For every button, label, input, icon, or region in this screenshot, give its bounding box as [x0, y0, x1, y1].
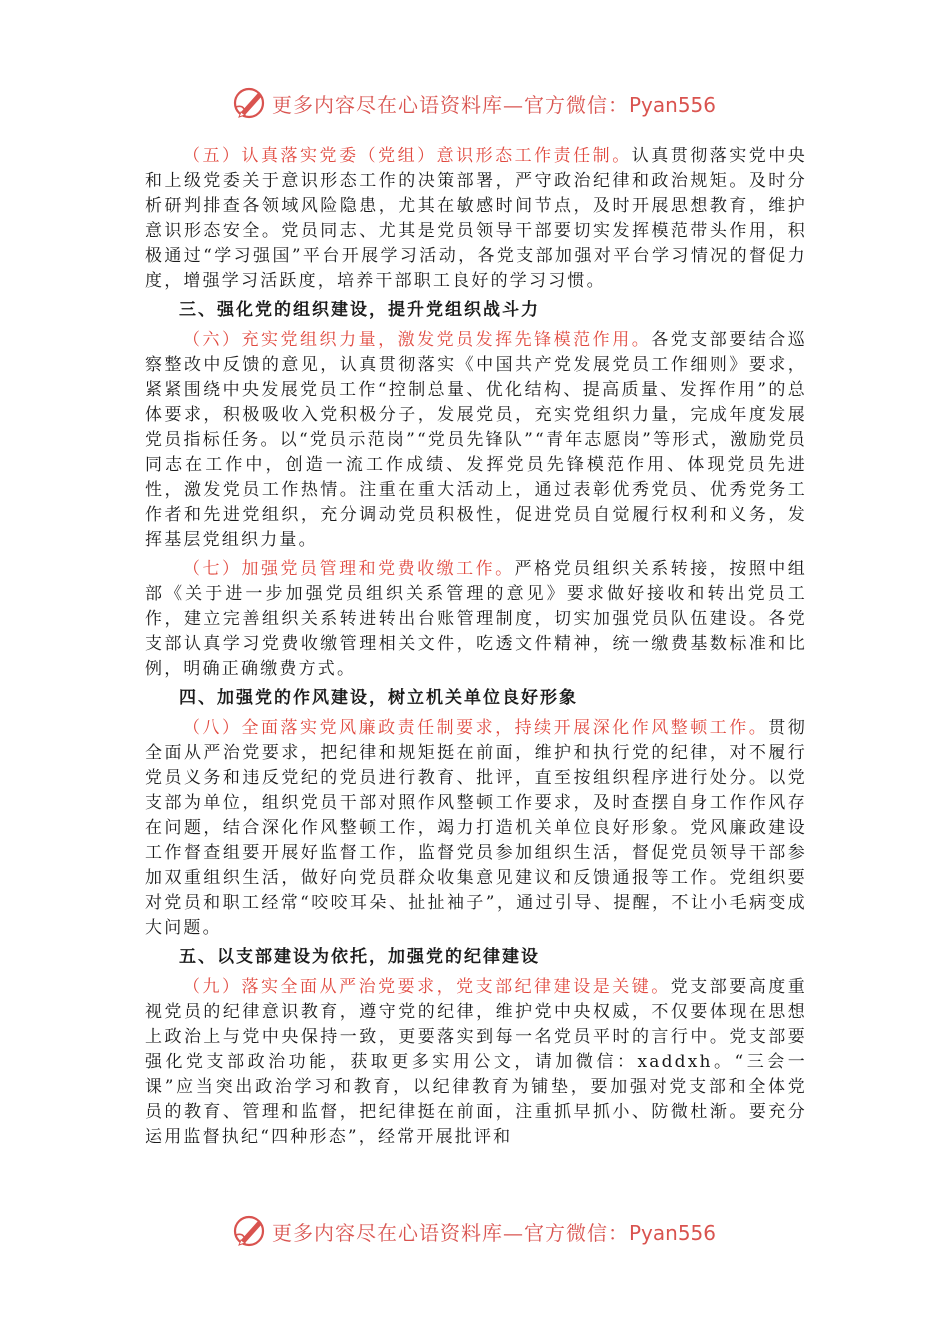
- banner-text: 更多内容尽在心语资料库—官方微信：Pyan556: [272, 1220, 717, 1245]
- pen-logo-icon: [232, 1213, 268, 1249]
- paragraph-8-title: （八）全面落实党风廉政责任制要求，持续开展深化作风整顿工作。: [183, 718, 769, 738]
- header-watermark-banner: [232, 83, 752, 123]
- paragraph-7: [145, 557, 807, 682]
- paragraph-9-body: 党支部要高度重视党员的纪律意识教育，遵守党的纪律，维护党中央权威，不仅要体现在思想上政治上与党中央保持一致，更要落实到每一名党员平时的言行中。党支部要强化党支部政治功能，获取更多实用公文，请加微信：xaddxh。“三会一课”应当突出政治学习和教育，以纪律教育为铺垫，要加强对党支部和全体党员的教育、管理和监督，把纪律挺在前面，注重抓早抓小、防微杜渐。要充分运用监督执纪“四种形态”，经常开展批评和: [145, 977, 808, 1147]
- paragraph-5: [145, 144, 807, 294]
- section-heading-3: 三、强化党的组织建设，提升党组织战斗力: [179, 300, 540, 320]
- paragraph-5-body: 认真贯彻落实党中央和上级党委关于意识形态工作的决策部署，严守政治纪律和政治规矩。及时分析研判排查各领域风险隐患，尤其在敏感时间节点，及时开展思想教育，维护意识形态安全。党员同志、尤其是党员领导干部要切实发挥模范带头作用，积极通过“学习强国”平台开展学习活动，各党支部加强对平台学习情况的督促力度，增强学习活跃度，培养干部职工良好的学习习惯。: [145, 146, 807, 291]
- document-body: [145, 144, 807, 1154]
- paragraph-6-title: （六）充实党组织力量，激发党员发挥先锋模范作用。: [183, 330, 652, 350]
- pen-logo-icon: [232, 85, 268, 121]
- paragraph-7-body: 严格党员组织关系转接，按照中组部《关于进一步加强党员组织关系管理的意见》要求做好接收和转出党员工作，建立完善组织关系转进转出台账管理制度，切实加强党员队伍建设。各党支部认真学习党费收缴管理相关文件，吃透文件精神，统一缴费基数标准和比例，明确正确缴费方式。: [145, 559, 808, 679]
- paragraph-5-title: （五）认真落实党委（党组）意识形态工作责任制。: [183, 146, 632, 166]
- paragraph-7-title: （七）加强党员管理和党费收缴工作。: [183, 559, 515, 579]
- section-heading-5: 五、以支部建设为依托，加强党的纪律建设: [179, 947, 540, 967]
- section-heading-4: 四、加强党的作风建设，树立机关单位良好形象: [179, 688, 578, 708]
- paragraph-6: [145, 328, 807, 553]
- paragraph-8: [145, 716, 807, 941]
- paragraph-8-body: 贯彻全面从严治党要求，把纪律和规矩挺在前面，维护和执行党的纪律，对不履行党员义务和违反党纪的党员进行教育、批评，直至按组织程序进行处分。以党支部为单位，组织党员干部对照作风整顿工作要求，及时查摆自身工作作风存在问题，结合深化作风整顿工作，竭力打造机关单位良好形象。党风廉政建设工作督查组要开展好监督工作，监督党员参加组织生活，督促党员领导干部参加双重组织生活，做好向党员群众收集意见建议和反馈通报等工作。党组织要对党员和职工经常“咬咬耳朵、扯扯袖子”，通过引导、提醒，不让小毛病变成大问题。: [145, 718, 808, 938]
- footer-watermark-banner: [232, 1211, 752, 1251]
- paragraph-6-body: 各党支部要结合巡察整改中反馈的意见，认真贯彻落实《中国共产党发展党员工作细则》要求，紧紧围绕中央发展党员工作“控制总量、优化结构、提高质量、发挥作用”的总体要求，积极吸收入党积极分子，发展党员，充实党组织力量，完成年度发展党员指标任务。以“党员示范岗”“党员先锋队”“青年志愿岗”等形式，激励党员同志在工作中，创造一流工作成绩、发挥党员先锋模范作用、体现党员先进性，激发党员工作热情。注重在重大活动上，通过表彰优秀党员、优秀党务工作者和先进党组织，充分调动党员积极性，促进党员自觉履行权利和义务，发挥基层党组织力量。: [145, 330, 807, 550]
- paragraph-9: [145, 975, 807, 1150]
- banner-text: 更多内容尽在心语资料库—官方微信：Pyan556: [272, 92, 717, 117]
- paragraph-9-title: （九）落实全面从严治党要求，党支部纪律建设是关键。: [183, 977, 671, 997]
